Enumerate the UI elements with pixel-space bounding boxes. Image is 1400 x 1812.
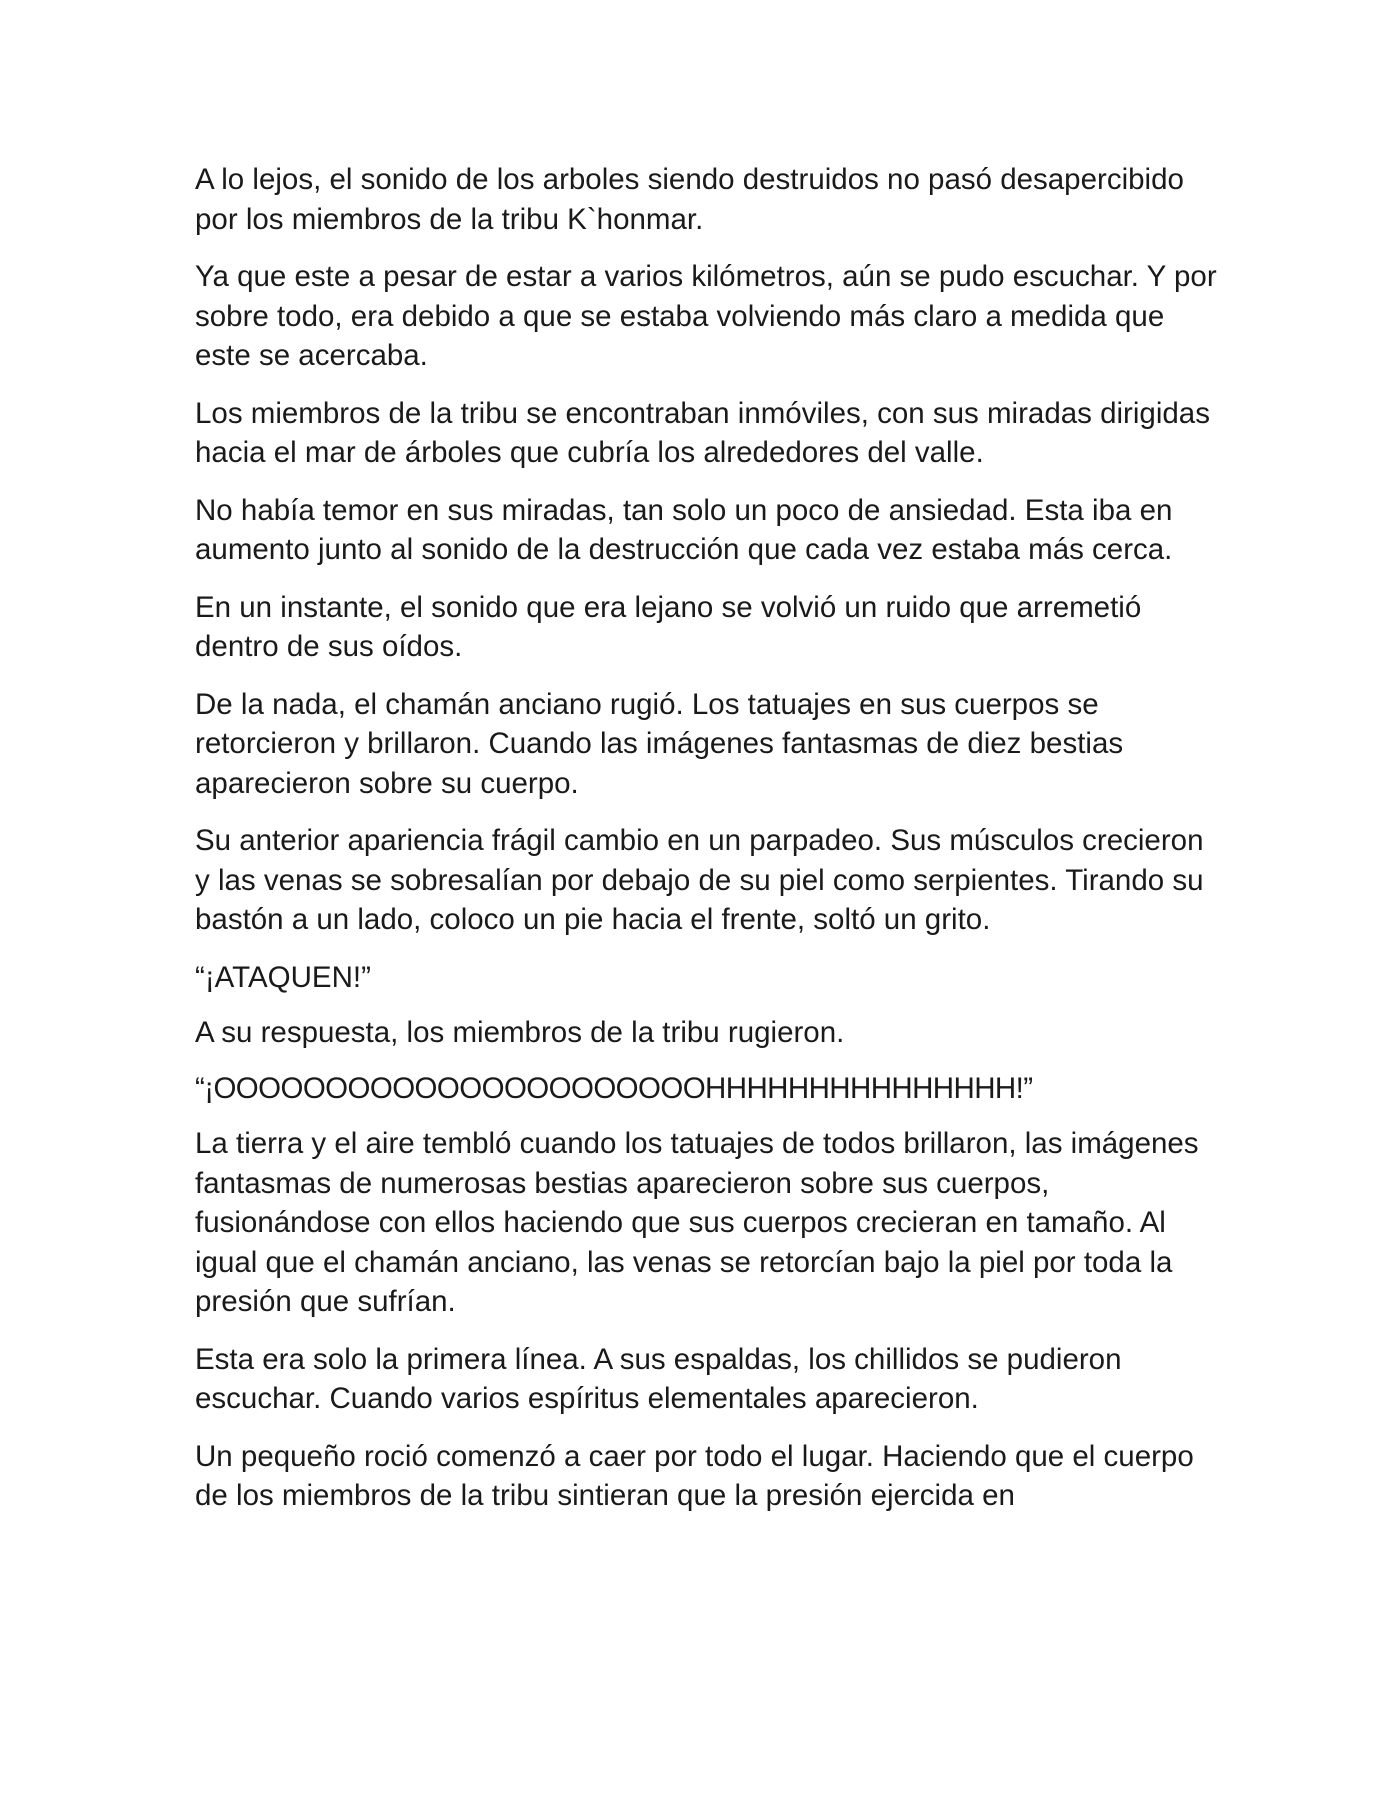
paragraph-5: En un instante, el sonido que era lejano se volvió un ruido que arremetió dentro de sus oídos. [195, 590, 1142, 663]
paragraph-9: A su respuesta, los miembros de la tribu rugieron. [195, 1016, 845, 1049]
dialogue-roar: “¡OOOOOOOOOOOOOOOOOOOOOOHHHHHHHHHHHHHHH!” [195, 1071, 1033, 1105]
paragraph-11: La tierra y el aire tembló cuando los tatuajes de todos brillaron, las imágenes fantasmas de numerosas bestias aparecieron sobre sus cuerpos, fusionándose con ellos haciendo que sus cuerpos crecieran en tamaño. Al igual que el chamán anciano, las venas se retorcían bajo la piel por toda la presión que sufrían. [195, 1127, 1199, 1318]
paragraph-6: De la nada, el chamán anciano rugió. Los tatuajes en sus cuerpos se retorcieron y brillaron. Cuando las imágenes fantasmas de diez bestias aparecieron sobre su cuerpo. [195, 687, 1124, 800]
document-body [195, 160, 1220, 1534]
paragraph-3: Los miembros de la tribu se encontraban inmóviles, con sus miradas dirigidas hacia el mar de árboles que cubría los alrededores del valle. [195, 396, 1210, 469]
paragraph-1: A lo lejos, el sonido de los arboles siendo destruidos no pasó desapercibido por los miembros de la tribu K`honmar. [195, 163, 1184, 236]
paragraph-7: Su anterior apariencia frágil cambio en un parpadeo. Sus músculos crecieron y las venas se sobresalían por debajo de su piel como serpientes. Tirando su bastón a un lado, coloco un pie hacia el frente, soltó un grito. [195, 824, 1204, 936]
dialogue-attack: “¡ATAQUEN!” [195, 960, 371, 994]
paragraph-13: Un pequeño roció comenzó a caer por todo el lugar. Haciendo que el cuerpo de los miembros de la tribu sintieran que la presión ejercida en [195, 1439, 1194, 1512]
paragraph-2: Ya que este a pesar de estar a varios kilómetros, aún se pudo escuchar. Y por sobre todo, era debido a que se estaba volviendo más claro a medida que este se acercaba. [195, 260, 1217, 372]
paragraph-12: Esta era solo la primera línea. A sus espaldas, los chillidos se pudieron escuchar. Cuando varios espíritus elementales aparecieron. [195, 1342, 1122, 1415]
paragraph-4: No había temor en sus miradas, tan solo un poco de ansiedad. Esta iba en aumento junto al sonido de la destrucción que cada vez estaba más cerca. [195, 493, 1173, 566]
